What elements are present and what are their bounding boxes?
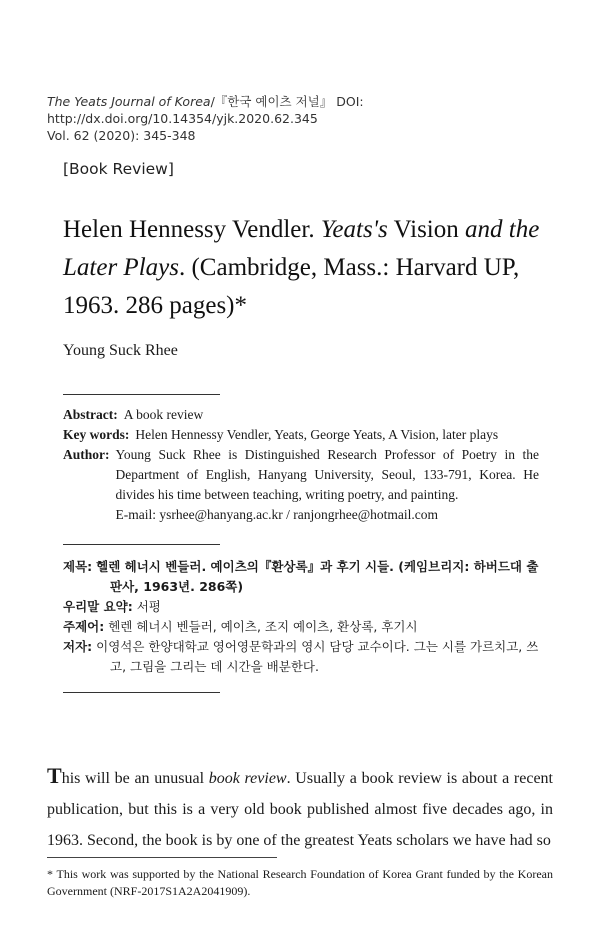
journal-name-ko: /『한국 예이츠 저널』	[210, 94, 333, 109]
volume-info: Vol. 62 (2020): 345-348	[47, 128, 196, 143]
ko-title-label: 제목:	[63, 559, 93, 574]
keywords-text: Helen Hennessy Vendler, Yeats, George Yeats, A Vision, later plays	[135, 427, 499, 442]
ko-author-text: 이영석은 한양대학교 영어영문학과의 영시 담당 교수이다. 그는 시를 가르치고, 쓰고, 그림을 그리는 데 시간을 배분한다.	[96, 639, 539, 674]
ko-keywords-label: 주제어:	[63, 619, 105, 634]
drop-cap: T	[47, 763, 62, 788]
footnote-divider	[47, 857, 277, 858]
author-bio-text: Young Suck Rhee is Distinguished Research Professor of Poetry in the Department of English, Hanyang University, Seoul, 133-791, Korea. He divides his time between teaching, writing poetry, and painting.	[115, 447, 539, 502]
section-label: [Book Review]	[63, 160, 174, 178]
author-row	[63, 445, 539, 525]
title-italic: and the Later Plays	[63, 216, 540, 281]
article-title	[63, 211, 573, 325]
ko-author-label: 저자:	[63, 639, 93, 654]
title-italic: Yeats's	[320, 216, 388, 243]
author-name: Young Suck Rhee	[63, 342, 178, 359]
korean-metadata	[63, 557, 539, 677]
divider	[63, 692, 220, 693]
ko-summary-text: 서평	[136, 599, 161, 614]
doi-link[interactable]: DOI: http://dx.doi.org/10.14354/yjk.2020.62.345	[47, 94, 364, 126]
abstract-text: A book review	[123, 407, 204, 422]
title-part: Helen Hennessy Vendler.	[63, 216, 321, 243]
ko-author-row	[63, 637, 539, 677]
body-italic: book review	[208, 770, 287, 787]
footnote: * This work was supported by the National Research Foundation of Korea Grant funded by the Korean Government (NRF-2017S1A2A2041909).	[47, 867, 553, 898]
ko-keywords-text: 헨렌 헤너시 벤들러, 예이츠, 조지 예이츠, 환상록, 후기시	[108, 619, 418, 634]
journal-header	[47, 93, 600, 144]
keywords-label: Key words:	[63, 427, 130, 442]
journal-name-en: The Yeats Journal of Korea	[47, 94, 211, 109]
author-email[interactable]: E-mail: ysrhee@hanyang.ac.kr / ranjongrhee@hotmail.com	[115, 507, 439, 522]
keywords-row	[63, 425, 539, 445]
english-metadata	[63, 405, 539, 525]
ko-title-row	[63, 557, 539, 597]
author-label: Author:	[63, 447, 110, 462]
ko-summary-label: 우리말 요약:	[63, 599, 133, 614]
title-part: . (Cambridge, Mass.: Harvard UP, 1963. 286 pages)*	[63, 254, 520, 319]
body-paragraph	[47, 760, 553, 856]
abstract-label: Abstract:	[63, 407, 118, 422]
journal-citation-line	[47, 93, 600, 127]
divider	[63, 394, 220, 395]
title-part: Vision	[387, 216, 466, 243]
body-text: his will be an unusual	[61, 770, 209, 787]
author-bio	[116, 445, 540, 525]
ko-title-text: 헬렌 헤너시 벤들러. 예이츠의『환상록』과 후기 시들. (케임브리지: 하버드대 출판사, 1963년. 286쪽)	[96, 559, 539, 594]
divider	[63, 544, 220, 545]
ko-summary-row	[63, 597, 539, 617]
body-text: . Usually a book review is about a recent publication, but this is a very old book published almost five decades ago, in 1963. Second, the book is by one of the greatest Yeats scholars we have had so	[47, 770, 553, 849]
abstract-row	[63, 405, 539, 425]
ko-keywords-row	[63, 617, 539, 637]
